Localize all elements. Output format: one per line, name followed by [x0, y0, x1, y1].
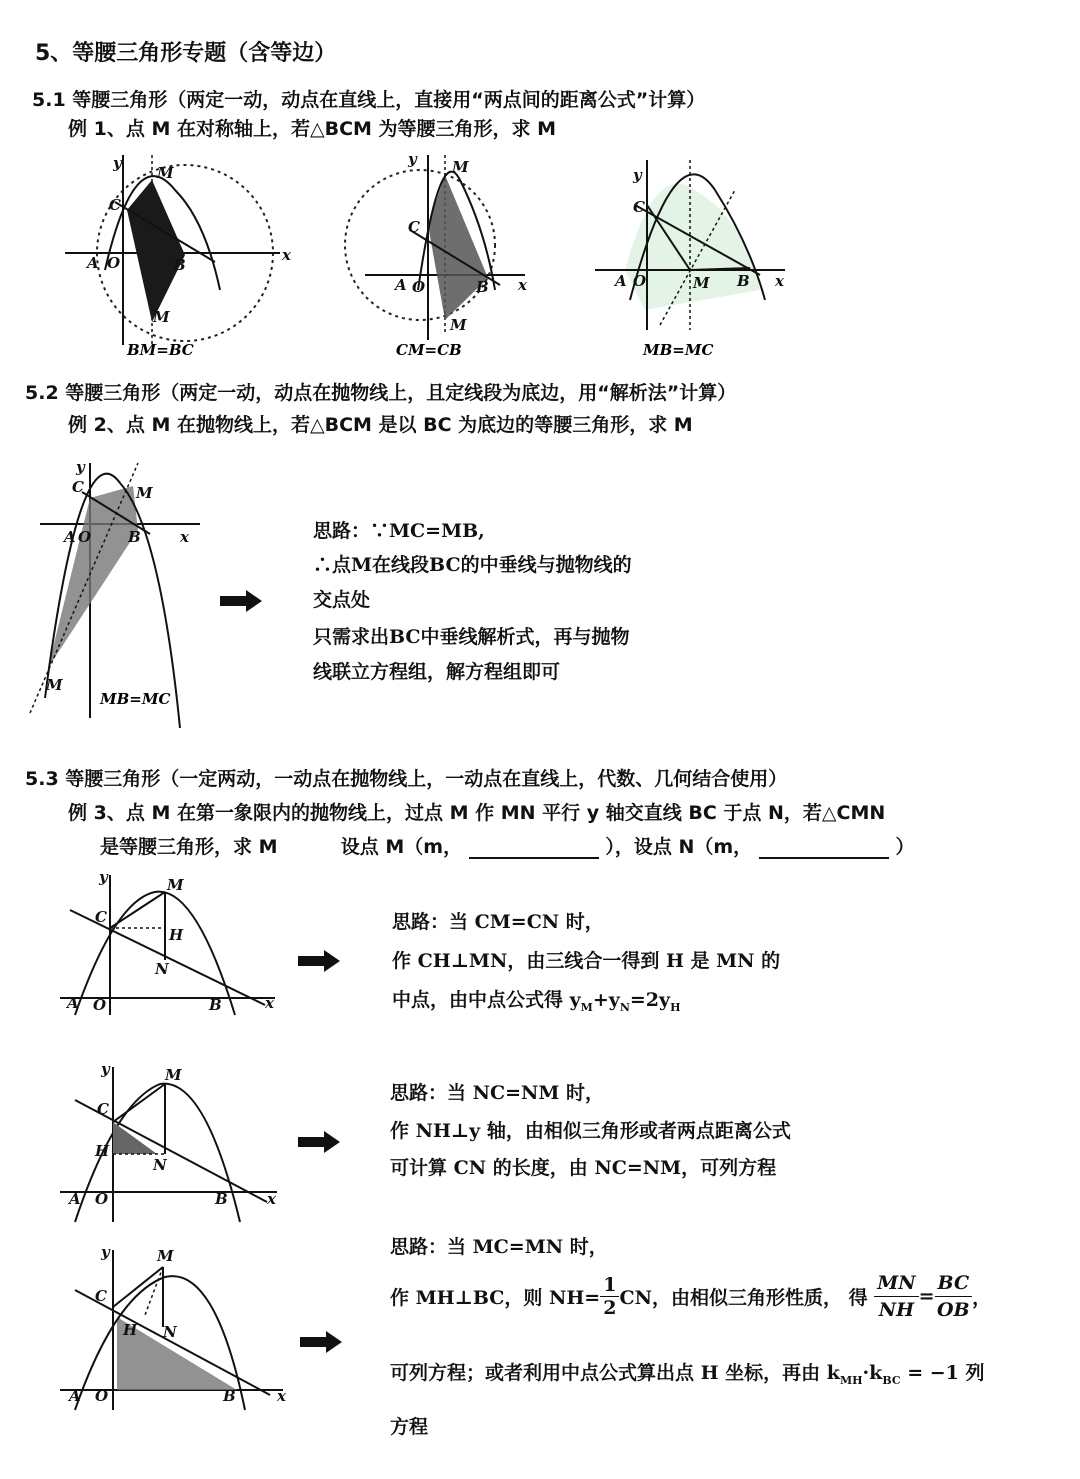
svg-text:C: C — [95, 1287, 107, 1305]
note-5-2-line-5: 线联立方程组，解方程组即可 — [313, 661, 561, 683]
svg-text:M: M — [136, 484, 153, 502]
svg-text:A: A — [395, 276, 407, 294]
svg-text:B: B — [128, 528, 141, 546]
svg-text:A: A — [64, 528, 76, 546]
section-5-1-heading: 5.1 等腰三角形（两定一动，动点在直线上，直接用“两点间的距离公式”计算） — [32, 89, 706, 111]
figure-5-2 — [20, 458, 220, 738]
sub-n: N — [619, 1000, 630, 1014]
page-title: 5、等腰三角形专题（含等边） — [35, 41, 337, 66]
sub-h: H — [670, 1000, 681, 1014]
svg-text:B: B — [173, 256, 186, 274]
svg-text:O: O — [412, 278, 426, 296]
example-3-line-2-b: 设点 M（m， — [340, 836, 463, 858]
case-3-line-2-b: CN，由相似三角形性质， 得 — [619, 1287, 868, 1309]
note-5-2-line-1: 思路：∵MC=MB, — [313, 520, 485, 542]
comma: ， — [972, 1287, 992, 1309]
svg-text:x: x — [518, 276, 527, 294]
svg-text:x: x — [265, 994, 274, 1012]
svg-text:B: B — [209, 996, 222, 1014]
svg-text:x: x — [180, 528, 189, 546]
svg-text:C: C — [408, 218, 420, 236]
arrow-right-icon — [298, 1131, 340, 1157]
fraction-bc-ob: $\frac{BC}{OB}$ — [935, 1270, 973, 1323]
case-1-line-1: 思路：当 CM=CN 时， — [392, 911, 604, 933]
svg-text:y: y — [633, 166, 642, 184]
section-5-3-heading: 5.3 等腰三角形（一定两动，一动点在抛物线上，一动点在直线上，代数、几何结合使用） — [25, 768, 788, 790]
svg-text:H: H — [123, 1321, 138, 1339]
example-3-line-1: 例 3、点 M 在第一象限内的抛物线上，过点 M 作 MN 平行 y 轴交直线 BC 于点 N，若△CMN — [68, 802, 886, 824]
svg-text:O: O — [95, 1387, 109, 1405]
figure-5-1-bm-bc — [55, 150, 295, 360]
svg-text:M: M — [153, 308, 170, 326]
svg-text:C: C — [95, 908, 107, 926]
case-3-line-3-c: = −1 列 — [900, 1362, 985, 1384]
svg-text:M: M — [46, 676, 63, 694]
case-1-line-3 — [392, 985, 680, 1014]
svg-text:N: N — [153, 1156, 167, 1174]
svg-text:M: M — [452, 158, 469, 176]
case-3-line-3-b: ·k — [862, 1362, 883, 1384]
svg-text:N: N — [163, 1323, 177, 1341]
svg-text:O: O — [78, 528, 92, 546]
case-2-line-1: 思路：当 NC=NM 时， — [390, 1082, 605, 1104]
blank-n-y[interactable] — [759, 839, 889, 859]
case-1-line-3-a: 中点，由中点公式得 y — [392, 989, 581, 1011]
example-1-text: 例 1、点 M 在对称轴上，若△BCM 为等腰三角形，求 M — [68, 118, 557, 140]
svg-text:y: y — [101, 1062, 110, 1078]
svg-text:M: M — [165, 1066, 182, 1084]
svg-text:N: N — [155, 960, 169, 978]
note-5-2-line-3: 交点处 — [313, 589, 371, 611]
caption-fig-1a: BM=BC — [127, 341, 194, 359]
example-3-line-2 — [100, 832, 914, 859]
svg-text:M: M — [157, 164, 174, 182]
arrow-right-icon — [298, 950, 340, 976]
svg-text:B: B — [737, 272, 750, 290]
svg-text:A: A — [69, 1387, 81, 1405]
case-2-line-2: 作 NH⊥y 轴，由相似三角形或者两点距离公式 — [390, 1120, 791, 1142]
svg-text:O: O — [633, 272, 647, 290]
sub-m: M — [580, 1000, 593, 1014]
svg-text:M: M — [167, 876, 184, 894]
svg-text:x: x — [775, 272, 784, 290]
example-2-text: 例 2、点 M 在抛物线上，若△BCM 是以 BC 为底边的等腰三角形，求 M — [68, 414, 693, 436]
section-5-2-heading: 5.2 等腰三角形（两定一动，动点在抛物线上，且定线段为底边，用“解析法”计算） — [25, 382, 737, 404]
svg-text:C: C — [97, 1100, 109, 1118]
svg-text:y: y — [76, 458, 85, 476]
svg-text:H: H — [95, 1142, 110, 1160]
example-3-line-2-a: 是等腰三角形，求 M — [100, 836, 278, 858]
svg-text:y: y — [99, 870, 108, 886]
sub-bc: BC — [882, 1373, 901, 1387]
svg-text:A: A — [67, 994, 79, 1012]
svg-text:M: M — [450, 316, 467, 334]
figure-5-1-cm-cb — [340, 150, 540, 360]
example-3-line-2-d: ） — [895, 836, 915, 858]
sub-mh: MH — [839, 1373, 863, 1387]
fraction-one-half: $\frac{1}{2}$ — [600, 1274, 619, 1319]
svg-text:C: C — [72, 478, 84, 496]
svg-text:O: O — [107, 254, 121, 272]
svg-text:M: M — [693, 274, 710, 292]
svg-text:O: O — [93, 996, 107, 1014]
svg-text:x: x — [282, 246, 291, 264]
svg-text:B: B — [476, 278, 489, 296]
case-3-line-3-a: 可列方程；或者利用中点公式算出点 H 坐标，再由 k — [390, 1362, 840, 1384]
svg-text:x: x — [267, 1190, 276, 1208]
figure-5-3-case-3 — [55, 1245, 290, 1415]
svg-text:A: A — [615, 272, 627, 290]
arrow-right-icon — [220, 590, 262, 616]
svg-text:B: B — [215, 1190, 228, 1208]
svg-text:y: y — [408, 150, 417, 168]
example-3-line-2-c: ），设点 N（m， — [605, 836, 753, 858]
caption-fig-1c: MB=MC — [643, 341, 714, 359]
case-3-line-4: 方程 — [390, 1416, 429, 1438]
blank-m-y[interactable] — [469, 839, 599, 859]
case-3-line-1: 思路：当 MC=MN 时， — [390, 1236, 608, 1258]
svg-text:A: A — [87, 254, 99, 272]
caption-fig-1b: CM=CB — [396, 341, 462, 359]
case-3-line-2 — [390, 1270, 991, 1323]
svg-text:A: A — [69, 1190, 81, 1208]
fraction-mn-nh: $\frac{MN}{NH}$ — [874, 1270, 918, 1323]
case-1-line-2: 作 CH⊥MN，由三线合一得到 H 是 MN 的 — [392, 950, 781, 972]
svg-text:B: B — [223, 1387, 236, 1405]
arrow-right-icon — [300, 1331, 342, 1357]
svg-text:x: x — [277, 1387, 286, 1405]
case-3-line-3 — [390, 1358, 985, 1387]
svg-text:M: M — [157, 1247, 174, 1265]
case-3-line-2-a: 作 MH⊥BC，则 NH= — [390, 1287, 601, 1309]
svg-text:O: O — [95, 1190, 109, 1208]
figure-5-3-case-2 — [55, 1062, 285, 1227]
fig1a-y-label: y — [113, 154, 122, 172]
note-5-2-line-2: ∴点M在线段BC的中垂线与抛物线的 — [313, 554, 632, 576]
caption-fig-2: MB=MC — [100, 690, 171, 708]
svg-text:H: H — [169, 926, 184, 944]
svg-text:C: C — [109, 196, 121, 214]
case-1-line-3-c: =2y — [629, 989, 671, 1011]
note-5-2-line-4: 只需求出BC中垂线解析式，再与抛物 — [313, 626, 630, 648]
figure-5-1-mb-mc — [585, 150, 795, 360]
svg-text:y: y — [101, 1245, 110, 1261]
equals-sign: = — [918, 1285, 935, 1308]
svg-text:C: C — [633, 198, 645, 216]
case-2-line-3: 可计算 CN 的长度，由 NC=NM，可列方程 — [390, 1157, 777, 1179]
case-1-line-3-b: +y — [592, 989, 620, 1011]
figure-5-3-case-1 — [55, 870, 285, 1020]
